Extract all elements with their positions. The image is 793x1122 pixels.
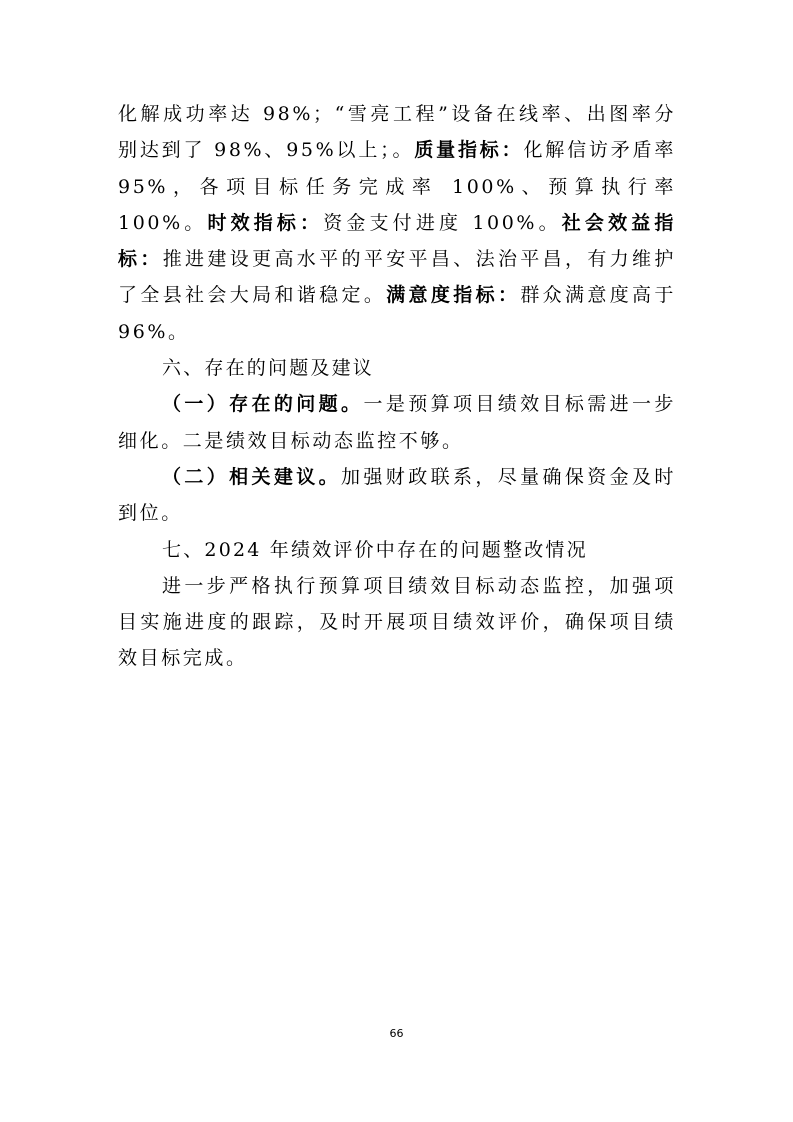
indicator-text: 群众满意度高于 96%。 bbox=[118, 284, 677, 343]
section-six-heading: 六、存在的问题及建议 bbox=[162, 357, 375, 380]
quality-indicator-label: 质量指标： bbox=[414, 139, 524, 162]
document-body bbox=[118, 96, 676, 677]
timeliness-indicator-label: 时效指标： bbox=[207, 211, 324, 234]
section-seven-heading: 七、2024 年绩效评价中存在的问题整改情况 bbox=[162, 538, 588, 561]
indicator-text: 化解成功率达 98%；“雪亮工程”设备在线率、出图率分别达到了 98%、95%以上；。 bbox=[118, 103, 676, 162]
problems-paragraph bbox=[118, 386, 676, 459]
problems-text: 一是预算项目绩效目标需进一步细化。二是绩效目标动态监控不够。 bbox=[118, 393, 676, 452]
indicator-text: 资金支付进度 100%。 bbox=[323, 211, 562, 234]
satisfaction-indicator-label: 满意度指标： bbox=[386, 284, 521, 307]
page-number: 66 bbox=[389, 1027, 404, 1040]
suggestions-label: （二）相关建议。 bbox=[162, 465, 342, 488]
suggestions-text: 加强财政联系，尽量确保资金及时到位。 bbox=[118, 465, 676, 525]
indicator-text: 化解信访矛盾率 95%，各项目标任务完成率 100%、预算执行率 100%。 bbox=[118, 139, 676, 234]
indicator-text: 推进建设更高水平的平安平昌、法治平昌，有力维护了全县社会大局和谐稳定。 bbox=[118, 248, 676, 307]
problems-label: （一）存在的问题。 bbox=[162, 393, 364, 416]
indicators-paragraph bbox=[118, 96, 676, 350]
section-seven-paragraph: 进一步严格执行预算项目绩效目标动态监控，加强项目实施进度的跟踪，及时开展项目绩效评价，确保项目绩效目标完成。 bbox=[118, 574, 676, 670]
suggestions-paragraph bbox=[118, 459, 676, 532]
social-benefit-indicator-label: 社会效益指标： bbox=[118, 211, 676, 271]
